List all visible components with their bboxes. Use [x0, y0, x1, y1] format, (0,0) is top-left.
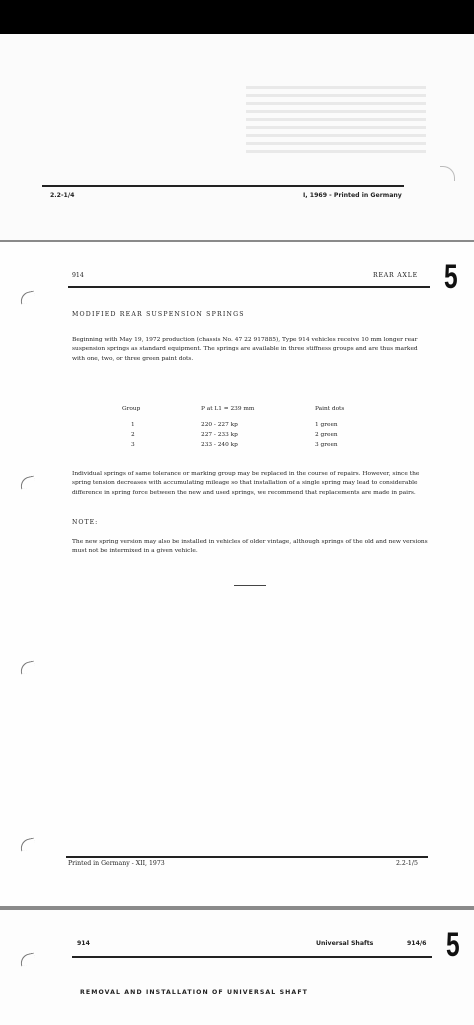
binder-hole-mark [19, 953, 36, 967]
page3-header-right: 914/6 [407, 940, 427, 947]
repair-paragraph: Individual springs of same tolerance or marking group may be replaced in the course of repairs. However, since the spring tension decreases with accumulating mileage so that installation of a single spring may lead to considerable difference in spring force between the new and used springs, we recommend that replacements are made in pairs. [72, 471, 420, 496]
footer-rule [66, 856, 428, 858]
table-cell: 2 [131, 432, 135, 438]
page3-title: REMOVAL AND INSTALLATION OF UNIVERSAL SHAFT [80, 989, 308, 996]
binder-hole-mark [19, 476, 36, 490]
table-cell: 227 - 233 kp [201, 432, 238, 438]
table-header-paint: Paint dots [315, 406, 345, 412]
page1-footer-left: 2.2-1/4 [50, 192, 75, 199]
table-header-p: P at L1 = 239 mm [201, 406, 255, 412]
scan-top-border [0, 0, 474, 34]
page-curl-mark [440, 166, 455, 181]
page2-title: MODIFIED REAR SUSPENSION SPRINGS [72, 311, 245, 318]
table-cell: 233 - 240 kp [201, 442, 238, 448]
page3-header-center: Universal Shafts [316, 940, 374, 947]
main-page [0, 242, 474, 906]
page2-footer-left: Printed in Germany - XII, 1973 [68, 860, 165, 867]
header-rule [68, 286, 430, 288]
table-cell: 1 [131, 422, 135, 428]
page3-section-number: 5 [446, 926, 460, 964]
binder-hole-mark [19, 661, 36, 675]
next-page [0, 910, 474, 1025]
table-cell: 2 green [315, 432, 338, 438]
binder-hole-mark [19, 291, 36, 305]
note-label: NOTE: [72, 519, 99, 526]
previous-page [0, 34, 474, 240]
table-header-group: Group [122, 406, 141, 412]
end-rule [234, 585, 266, 586]
footer-rule [42, 185, 404, 187]
header-rule [72, 956, 432, 958]
page2-footer-right: 2.2-1/5 [396, 860, 418, 867]
page3-header-left: 914 [77, 940, 90, 947]
binder-hole-mark [19, 838, 36, 852]
page2-header-left: 914 [72, 272, 84, 279]
note-text: The new spring version may also be installed in vehicles of older vintage, although springs of the old and new versions must not be intermixed in a given vehicle. [72, 539, 428, 555]
page2-header-right: REAR AXLE [373, 272, 418, 279]
page2-section-number: 5 [444, 258, 458, 296]
table-cell: 220 - 227 kp [201, 422, 238, 428]
page1-footer-right: I, 1969 - Printed in Germany [303, 192, 402, 199]
table-cell: 1 green [315, 422, 338, 428]
bleed-through-text [246, 86, 426, 158]
intro-paragraph: Beginning with May 19, 1972 production (chassis No. 47 22 917885), Type 914 vehicles receive 10 mm longer rear suspension springs as standard equipment. The springs are available in three stiffness groups and are thus marked with one, two, or three green paint dots. [72, 337, 418, 362]
table-cell: 3 [131, 442, 135, 448]
table-cell: 3 green [315, 442, 338, 448]
